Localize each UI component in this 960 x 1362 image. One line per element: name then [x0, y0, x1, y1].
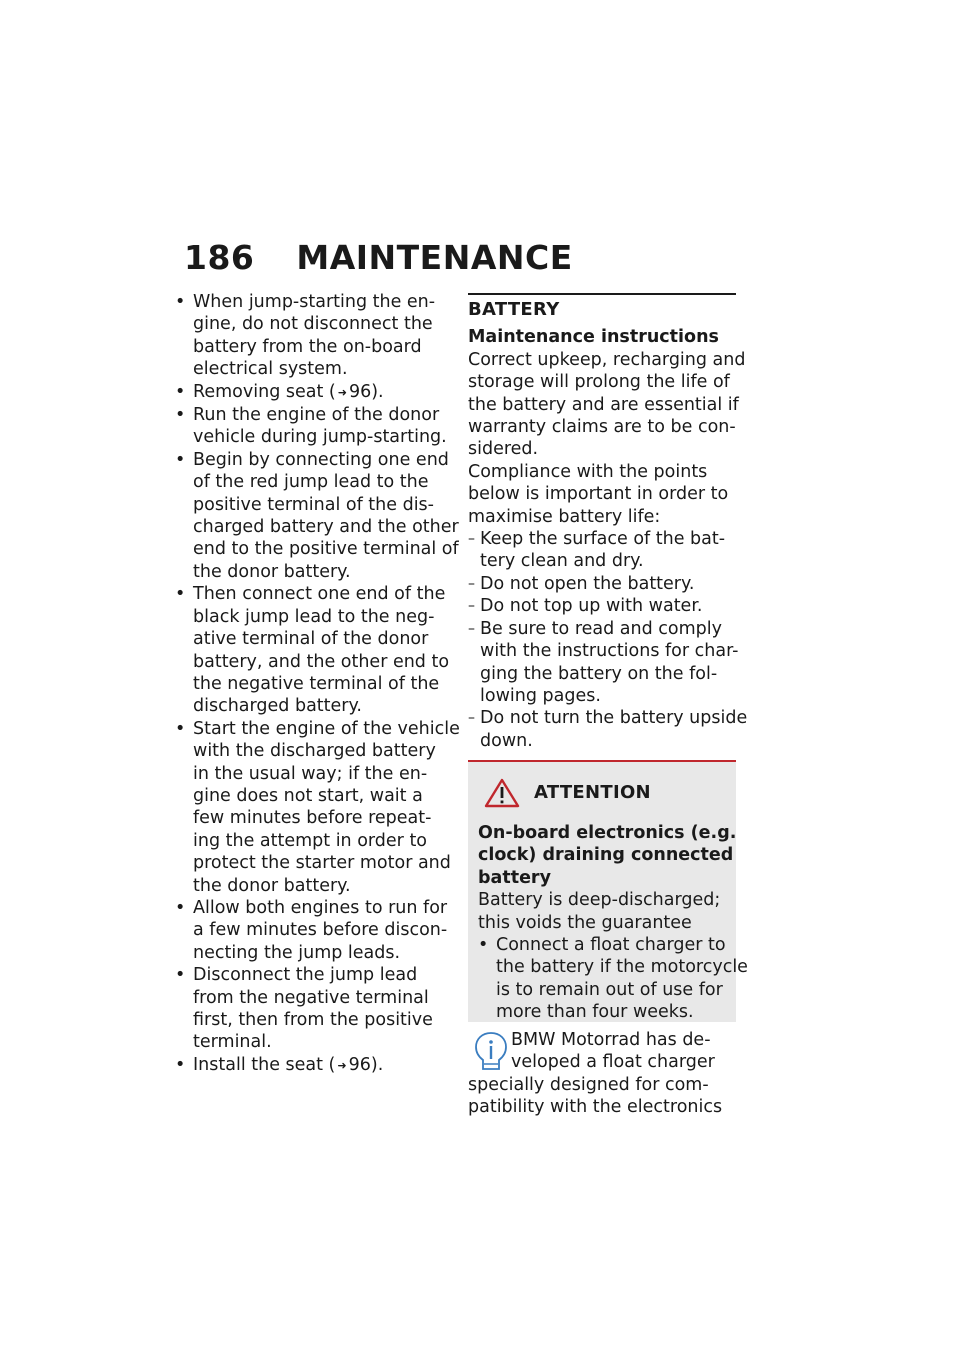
text-line: the donor battery. [193, 561, 351, 582]
text-line: clock) draining connected [478, 845, 734, 866]
battery-care-list [468, 528, 748, 752]
text-line [193, 381, 455, 404]
text-line: more than four weeks. [496, 1002, 694, 1023]
text-line: necting the jump leads. [193, 942, 401, 963]
subsection-title: Maintenance instructions [468, 327, 719, 348]
attention-header [484, 778, 726, 808]
list-item [478, 934, 748, 1024]
text-line: Battery is deep-discharged; [478, 890, 721, 911]
list-item [175, 897, 455, 964]
list-item [468, 618, 738, 708]
list-item [175, 583, 455, 717]
text-fragment: Removing seat ( [193, 381, 336, 402]
text-line: a few minutes before discon- [193, 920, 448, 941]
jump-start-steps [175, 291, 460, 1077]
text-line: • Connect a float charger to [496, 935, 726, 956]
list-item [175, 964, 455, 1054]
text-line: lowing pages. [480, 685, 601, 706]
list-item [175, 449, 459, 583]
page-reference-arrow-icon: ➜ [337, 1058, 347, 1072]
text-line: • Disconnect the jump lead [193, 965, 418, 986]
text-line: – Do not open the battery. [480, 573, 695, 594]
text-line: maximise battery life: [468, 506, 661, 527]
text-line: the donor battery. [193, 875, 351, 896]
text-line: few minutes before repeat- [193, 808, 432, 829]
attention-consequence [478, 889, 726, 934]
page-reference-link[interactable]: 96). [348, 381, 384, 402]
text-line: ging the battery on the fol- [480, 663, 718, 684]
text-line: positive terminal of the dis- [193, 494, 434, 515]
chapter-title: MAINTENANCE [296, 238, 573, 277]
info-icon [474, 1031, 508, 1073]
text-line: terminal. [193, 1032, 272, 1053]
list-item [468, 573, 738, 595]
text-line: Compliance with the points [468, 461, 708, 482]
text-line: is to remain out of use for [496, 979, 723, 1000]
warning-triangle-icon [484, 778, 520, 808]
text-line: discharged battery. [193, 696, 362, 717]
text-line: patibility with the electronics [468, 1097, 723, 1118]
text-line: • Allow both engines to run for [193, 897, 448, 918]
text-line: • Run the engine of the donor [193, 405, 440, 426]
text-line: below is important in order to [468, 484, 729, 505]
list-item [468, 595, 738, 617]
text-line: • Start the engine of the vehicle [193, 718, 460, 739]
text-line: • When jump-starting the en- [193, 292, 436, 312]
list-item [175, 1054, 455, 1077]
text-line: the negative terminal of the [193, 673, 440, 694]
text-line: from the negative terminal [193, 987, 429, 1008]
info-note [468, 1029, 738, 1119]
text-line: specially designed for com- [468, 1074, 709, 1095]
text-line: sidered. [468, 439, 539, 460]
text-line: battery from the on-board [193, 336, 422, 357]
page-reference-arrow-icon: ➜ [337, 385, 347, 399]
paragraph [468, 461, 738, 528]
text-line: gine, do not disconnect the [193, 314, 433, 335]
list-item [468, 707, 748, 752]
list-item [175, 381, 455, 404]
text-line: in the usual way; if the en- [193, 763, 428, 784]
text-line: battery [478, 867, 551, 888]
attention-box [468, 760, 748, 1023]
page-number: 186 [184, 238, 255, 277]
text-line: battery, and the other end to [193, 651, 450, 672]
text-line: first, then from the positive [193, 1010, 433, 1030]
text-line: down. [480, 730, 533, 751]
text-line: – Keep the surface of the bat- [480, 529, 726, 550]
text-line: ative terminal of the donor [193, 629, 429, 650]
text-line: with the instructions for char- [480, 641, 739, 662]
text-line: charged battery and the other [193, 517, 459, 538]
list-item [175, 404, 455, 449]
text-line: veloped a float charger [511, 1052, 715, 1073]
section-title: BATTERY [468, 299, 560, 320]
text-line: with the discharged battery [193, 741, 436, 762]
attention-heading [478, 822, 737, 889]
text-line: BMW Motorrad has de- [511, 1030, 711, 1050]
text-line: vehicle during jump-starting. [193, 427, 447, 448]
text-line: this voids the guarantee [478, 912, 692, 933]
text-line: On-board electronics (e.g. [478, 823, 737, 843]
list-item [468, 528, 738, 573]
page-reference-link[interactable]: 96). [348, 1054, 384, 1075]
text-line: end to the positive terminal of [193, 539, 459, 560]
text-line: – Be sure to read and comply [480, 618, 722, 639]
text-line: storage will prolong the life of [468, 372, 730, 393]
text-line: the battery if the motorcycle [496, 957, 748, 978]
text-line: warranty claims are to be con- [468, 417, 736, 438]
list-item [175, 291, 455, 381]
text-line: black jump lead to the neg- [193, 606, 435, 627]
right-column [468, 293, 748, 752]
text-line [193, 1054, 455, 1077]
text-line: protect the starter motor and [193, 853, 451, 874]
text-line: Correct upkeep, recharging and [468, 349, 746, 370]
text-line: • Then connect one end of the [193, 584, 446, 605]
text-line: ing the attempt in order to [193, 830, 428, 851]
text-line: – Do not turn the battery upside [480, 708, 748, 729]
text-fragment: Install the seat ( [193, 1054, 336, 1075]
paragraph [468, 349, 746, 461]
text-line: electrical system. [193, 359, 348, 380]
text-line: gine does not start, wait a [193, 785, 423, 806]
text-line: tery clean and dry. [480, 551, 644, 572]
text-line: the battery and are essential if [468, 394, 739, 415]
section-divider [468, 293, 736, 295]
list-item [175, 718, 460, 897]
left-column [175, 291, 460, 1077]
page-header [184, 238, 573, 277]
attention-actions [478, 934, 748, 1024]
text-line: of the red jump lead to the [193, 472, 429, 493]
text-line: – Do not top up with water. [480, 596, 703, 617]
attention-title: ATTENTION [534, 781, 651, 803]
text-line: • Begin by connecting one end [193, 449, 449, 470]
